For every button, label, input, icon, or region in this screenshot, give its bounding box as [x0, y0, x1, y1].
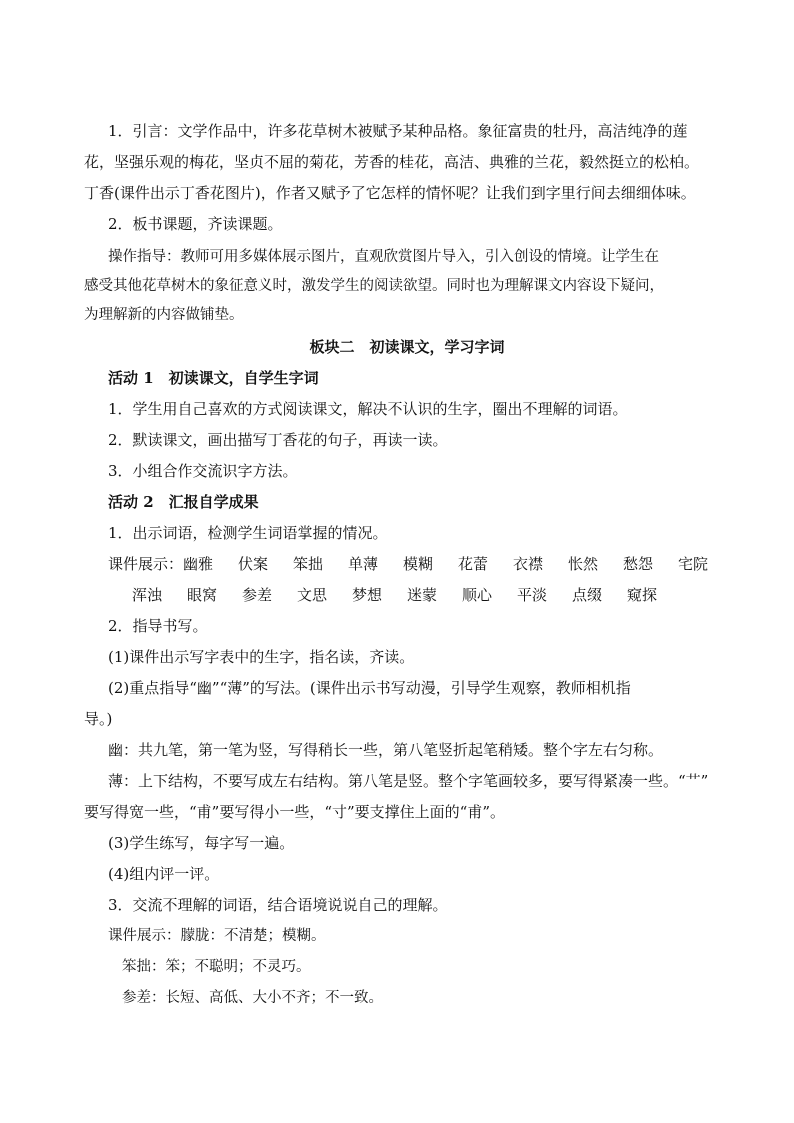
- bao-line-2: 要写得宽一些，“甫”要写得小一些，“寸”要支撑住上面的“甫”。: [84, 803, 506, 821]
- vocabulary-word: 眼窝: [187, 586, 218, 604]
- vocabulary-word: 浑浊: [132, 586, 163, 604]
- definition-1: [108, 921, 730, 952]
- definition-3: 参差：长短、高低、大小不齐；不一致。: [122, 990, 383, 1006]
- sub-item-2-line-1: (2)重点指导“幽”“薄”的写法。(课件出示书写动漫，引导学生观察，教师相机指: [108, 679, 631, 697]
- intro-line-3: 丁香(课件出示丁香花图片)，作者又赋予了它怎样的情怀呢？让我们到字里行间去细细体味。: [84, 184, 696, 202]
- definitions: [108, 921, 730, 1014]
- definition-2: 笨拙：笨；不聪明；不灵巧。: [122, 959, 311, 975]
- activity-2-title: 活动 2 汇报自学成果: [108, 493, 259, 511]
- sub-item-2-line-2: 导。): [84, 710, 113, 728]
- vocabulary-word: 文思: [297, 586, 328, 604]
- vocabulary-word: 怅然: [568, 555, 599, 573]
- sub-item-3: (3)学生练写，每字写一遍。: [108, 834, 295, 852]
- bao-guidance: [84, 766, 730, 828]
- courseware-label: 课件展示：: [108, 555, 184, 573]
- activity-2-item-2: 2．指导书写。: [108, 617, 208, 635]
- activity-1-item-3: 3．小组合作交流识字方法。: [108, 462, 298, 480]
- intro-paragraph-2: 2．板书课题，齐读课题。: [108, 215, 283, 233]
- op-line-3: 为理解新的内容做铺垫。: [84, 307, 244, 323]
- vocabulary-word: 窥探: [627, 586, 658, 604]
- vocabulary-word: 梦想: [352, 586, 383, 604]
- vocabulary-word: 愁怨: [623, 555, 654, 573]
- vocabulary-word: 单薄: [348, 555, 379, 573]
- vocabulary-word: 宅院: [678, 555, 709, 573]
- vocabulary-word: 平淡: [517, 586, 548, 604]
- activity-1-title: 活动 1 初读课文，自学生字词: [108, 369, 319, 387]
- intro-line-2: 花，坚强乐观的梅花，坚贞不屈的菊花，芳香的桂花，高洁、典雅的兰花，毅然挺立的松柏。: [84, 153, 700, 171]
- definition-1-text: 朦胧：不清楚；模糊。: [180, 928, 326, 944]
- vocabulary-list: [108, 549, 730, 611]
- vocabulary-row-1: [108, 549, 730, 580]
- activity-1-item-1: 1．学生用自己喜欢的方式阅读课文，解决不认识的生字，圈出不理解的词语。: [108, 400, 628, 418]
- sub-item-2: [84, 673, 730, 735]
- vocabulary-word: 迷蒙: [407, 586, 438, 604]
- document-body: [84, 116, 730, 1014]
- you-guidance: 幽：共九笔，第一笔为竖，写得稍长一些，第八笔竖折起笔稍矮。整个字左右匀称。: [108, 741, 664, 759]
- sub-item-4: (4)组内评一评。: [108, 865, 220, 883]
- vocabulary-word: 点缀: [572, 586, 603, 604]
- vocabulary-word: 参差: [242, 586, 273, 604]
- vocabulary-row-2: [108, 580, 730, 611]
- vocabulary-word: 伏案: [238, 555, 269, 573]
- sub-item-1: (1)课件出示写字表中的生字，指名读，齐读。: [108, 648, 415, 666]
- op-line-1: 操作指导：教师可用多媒体展示图片，直观欣赏图片导入，引入创设的情境。让学生在: [108, 249, 659, 265]
- operation-guide: [84, 243, 730, 330]
- activity-2-item-3: 3．交流不理解的词语，结合语境说说自己的理解。: [108, 896, 448, 914]
- bao-line-1: 薄：上下结构，不要写成左右结构。第八笔是竖。整个字笔画较多，要写得紧凑一些。“艹”: [108, 772, 709, 790]
- vocabulary-word: 笨拙: [293, 555, 324, 573]
- intro-paragraph-1: [84, 116, 730, 209]
- activity-2-item-1: 1．出示词语，检测学生词语掌握的情况。: [108, 524, 388, 542]
- vocabulary-word: 花蕾: [458, 555, 489, 573]
- op-line-2: 感受其他花草树木的象征意义时，激发学生的阅读欲望。同时也为理解课文内容设下疑问，: [84, 278, 664, 294]
- activity-1-item-2: 2．默读课文，画出描写丁香花的句子，再读一读。: [108, 431, 448, 449]
- vocabulary-word: 幽雅: [183, 555, 214, 573]
- vocabulary-word: 模糊: [403, 555, 434, 573]
- vocabulary-word: 顺心: [462, 586, 493, 604]
- intro-line-1: 1．引言：文学作品中，许多花草树木被赋予某种品格。象征富贵的牡丹，高洁纯净的莲: [108, 122, 688, 140]
- section-title: 板块二 初读课文，学习字词: [309, 338, 505, 356]
- definition-label: 课件展示：: [108, 928, 181, 944]
- vocabulary-word: 衣襟: [513, 555, 544, 573]
